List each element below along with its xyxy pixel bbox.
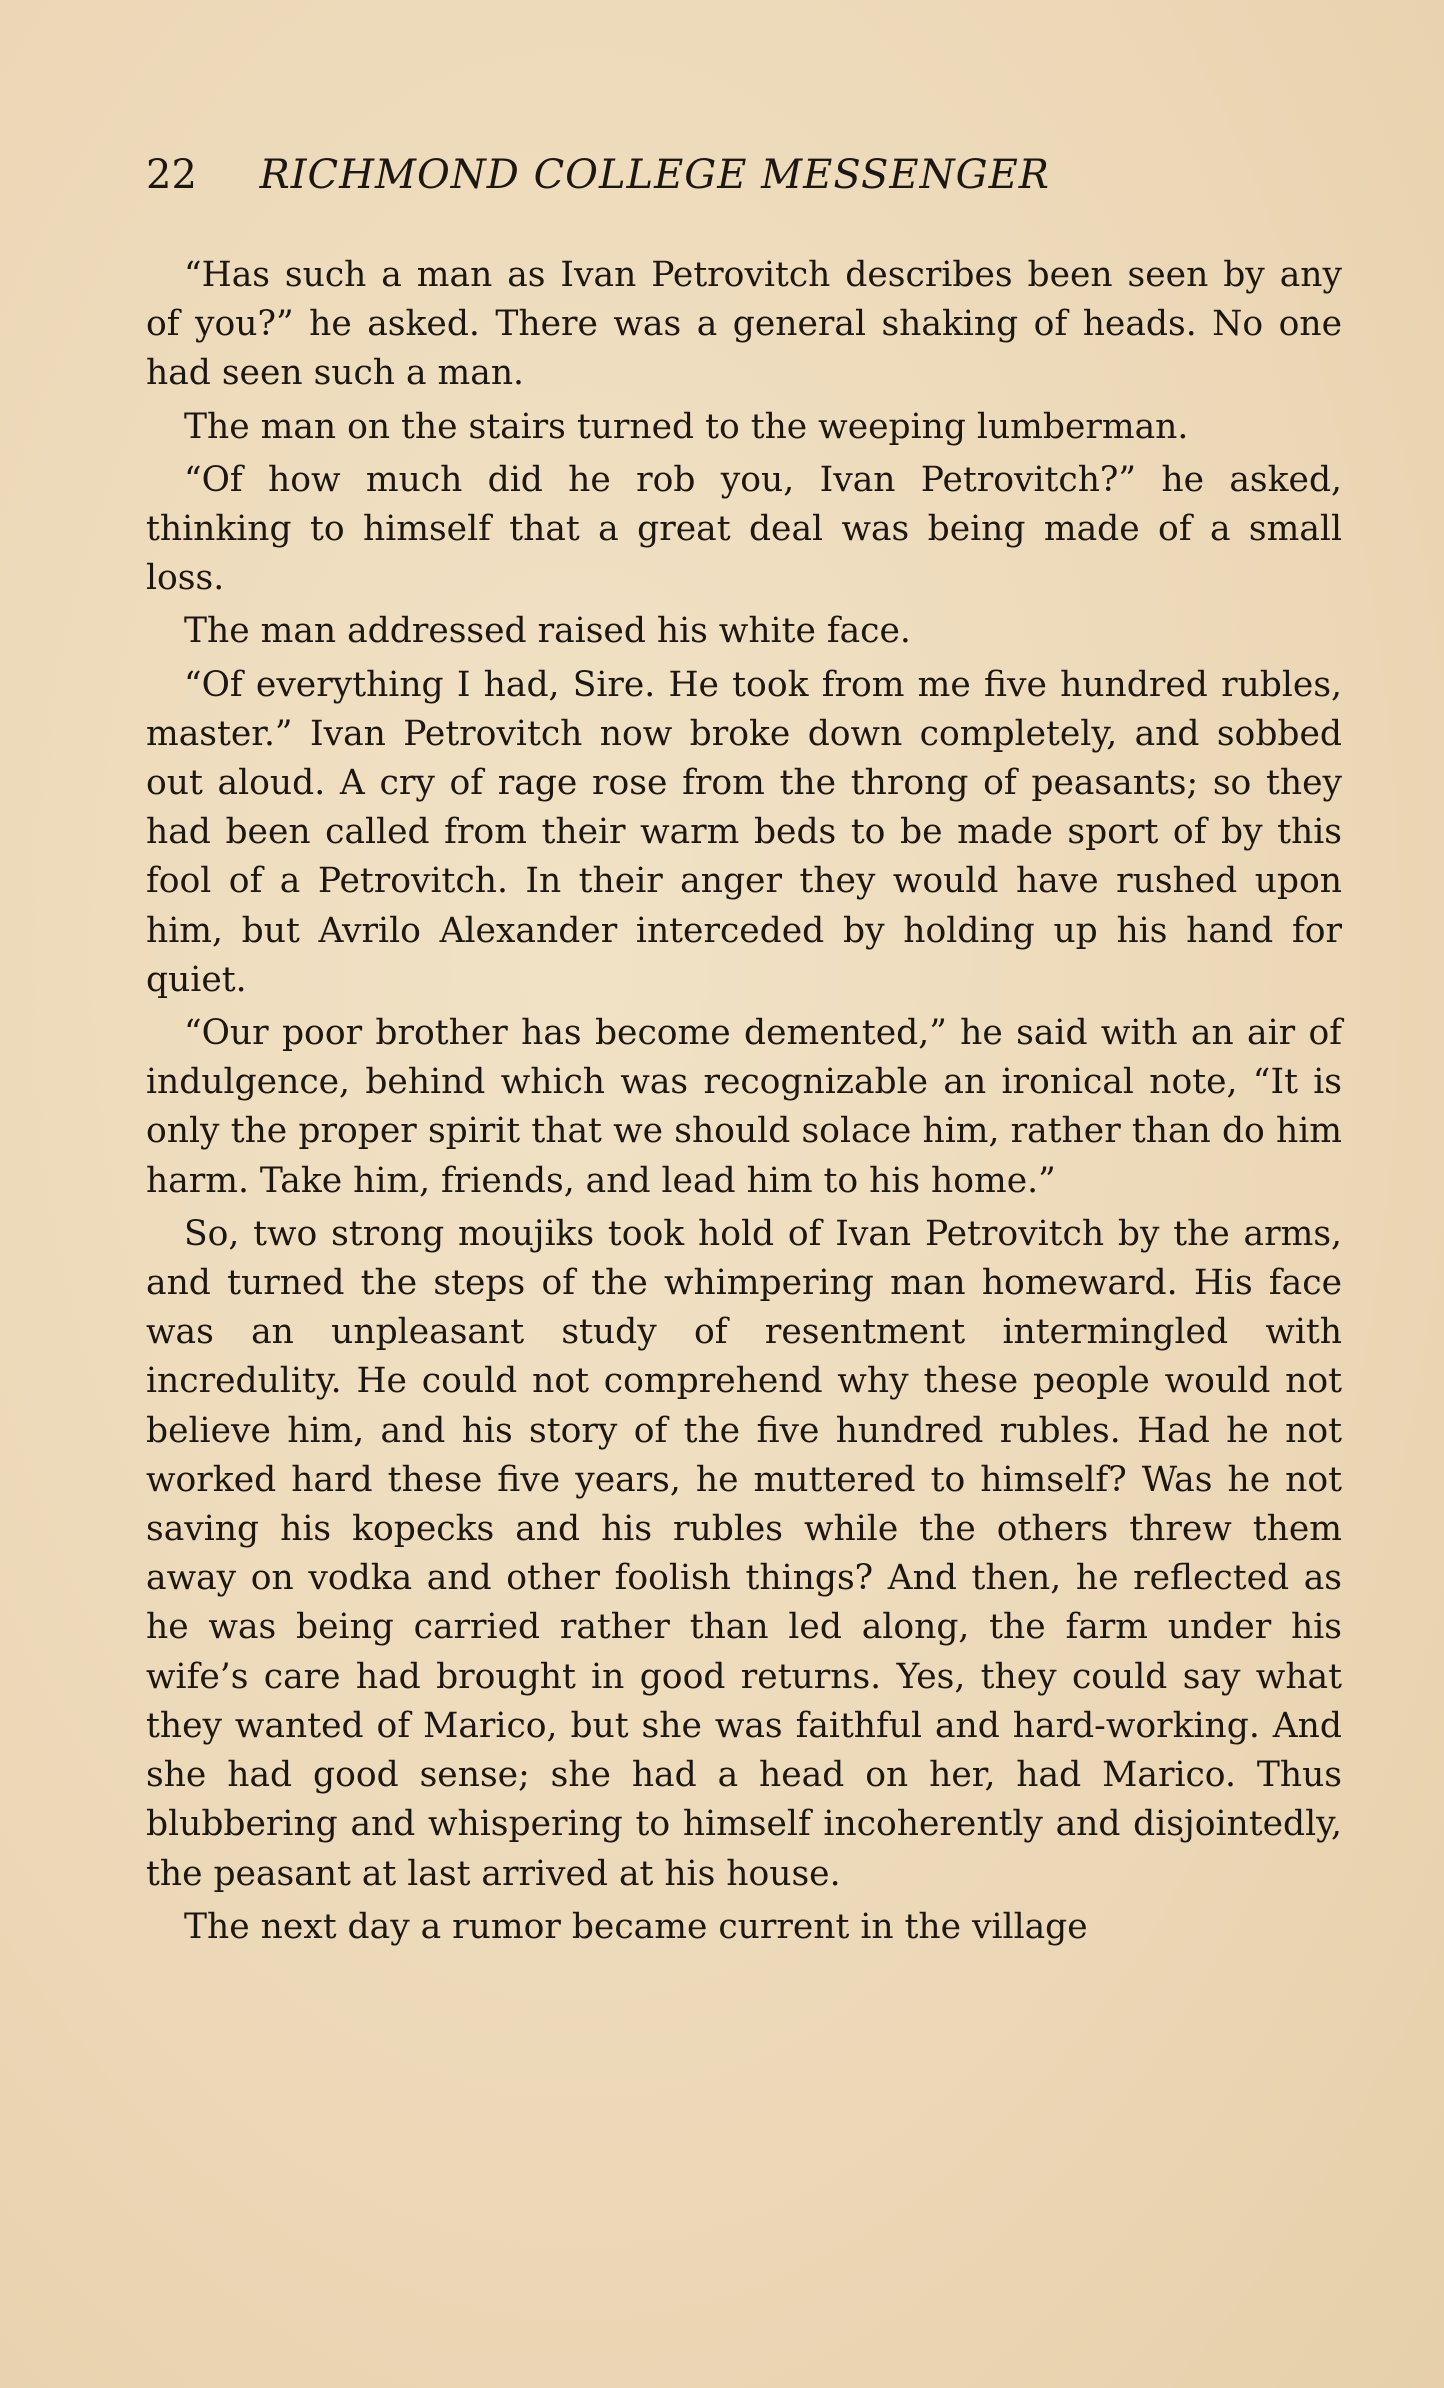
paragraph: The man on the stairs turned to the weeping lumberman.: [184, 406, 1189, 447]
paragraph: “Has such a man as Ivan Petrovitch describes been seen by any of you?” he asked. There was a general shaking of heads. No one had seen such a man.: [146, 255, 1342, 394]
running-title: RICHMOND COLLEGE MESSENGER: [259, 152, 1050, 198]
paragraph: The man addressed raised his white face.: [184, 611, 911, 652]
paragraph: So, two strong moujiks took hold of Ivan Petrovitch by the arms, and turned the steps of the whimpering man homeward. His face was an unpleasant study of resentment intermingled with incredulity. He could not comprehend why these people would not believe him, and his story of the five hundred rubles. Had he not worked hard these five years, he muttered to himself? Was he not saving his kopecks and his rubles while the others threw them away on vodka and other foolish things? And then, he reflected as he was being carried rather than led along, the farm under his wife’s care had brought in good returns. Yes, they could say what they wanted of Marico, but she was faithful and hard-working. And she had good sense; she had a head on her, had Marico. Thus blubbering and whispering to himself incoherently and disjointedly, the peasant at last arrived at his house.: [146, 1213, 1342, 1894]
paragraph: The next day a rumor became current in the village: [184, 1906, 1088, 1947]
paragraph: “Of everything I had, Sire. He took from me five hundred rubles, master.” Ivan Petrovitch now broke down completely, and sobbed out aloud. A cry of rage rose from the throng of peasants; so they had been called from their warm beds to be made sport of by this fool of a Petrovitch. In their anger they would have rushed upon him, but Avrilo Alexander interceded by holding up his hand for quiet.: [146, 664, 1342, 1000]
paragraph: “Our poor brother has become demented,” he said with an air of indulgence, behind which was recognizable an ironical note, “It is only the proper spirit that we should solace him, rather than do him harm. Take him, friends, and lead him to his home.”: [146, 1013, 1342, 1201]
paragraph: “Of how much did he rob you, Ivan Petrovitch?” he asked, thinking to himself that a great deal was being made of a small loss.: [146, 459, 1342, 599]
page-header: [146, 145, 1346, 205]
body-text: [146, 251, 1342, 1952]
page-number: 22: [146, 152, 197, 198]
